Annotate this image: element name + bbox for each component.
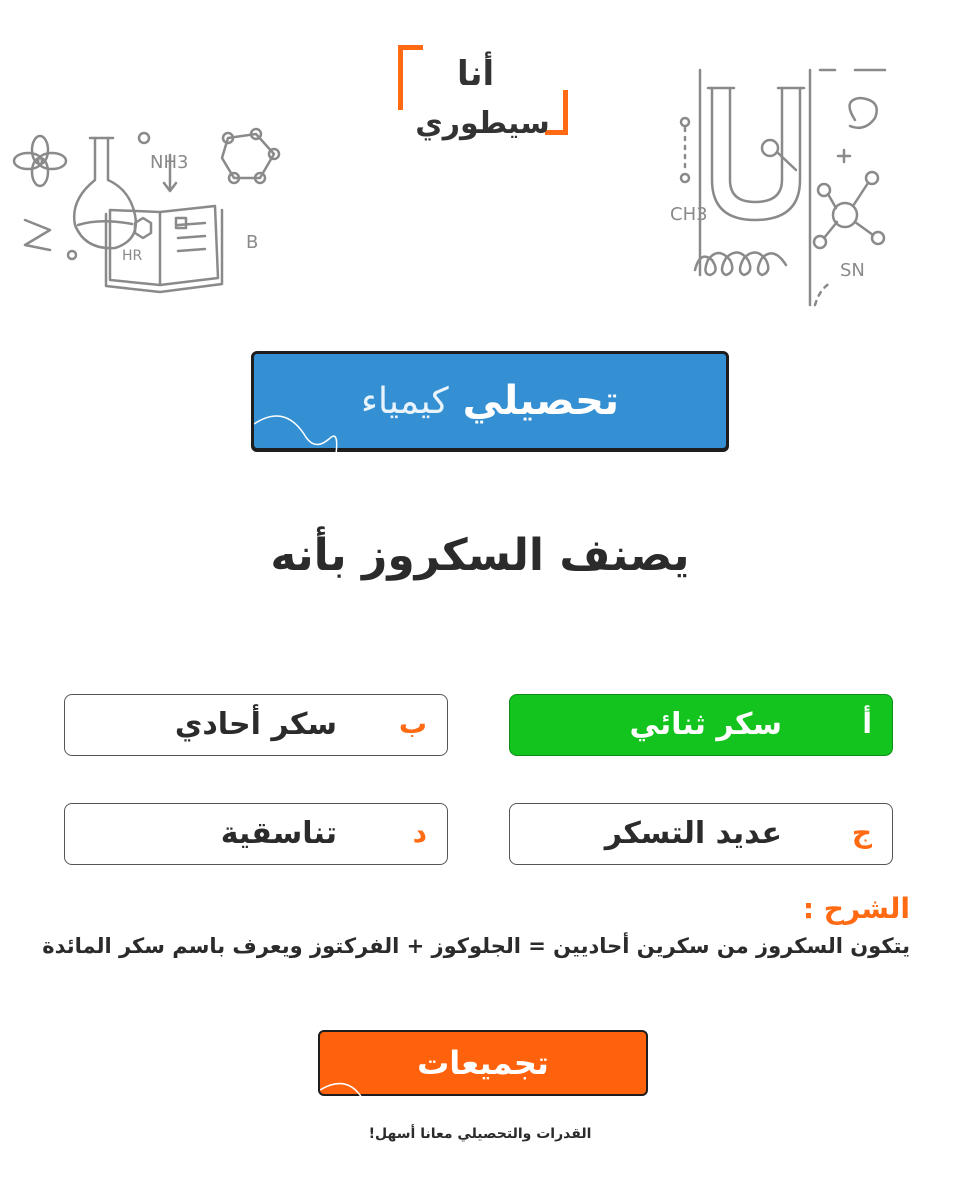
chemistry-doodle-left-icon — [10, 120, 290, 300]
question-text: يصنف السكروز بأنه — [270, 530, 690, 581]
explanation-text: يتكون السكروز من سكرين أحاديين = الجلوكوز + الفركتوز ويعرف باسم سكر المائدة — [42, 934, 910, 958]
option-letter: ج — [851, 816, 872, 849]
decorative-curl-icon — [254, 394, 344, 454]
sn-label: SN — [840, 260, 865, 281]
option-text: عديد التسكر — [604, 816, 782, 851]
logo-bracket-left — [398, 45, 423, 110]
option-d[interactable] — [64, 803, 448, 865]
option-letter: ب — [398, 707, 427, 740]
chemistry-doodle-right-icon — [660, 60, 900, 310]
logo-mark: أنا — [457, 54, 495, 94]
explanation-title: الشرح : — [802, 892, 910, 925]
option-letter: أ — [862, 707, 872, 740]
footer-tagline: القدرات والتحصيلي معانا أسهل! — [368, 1126, 592, 1142]
nh3-label: NH3 — [150, 152, 189, 173]
banner-title-bold: تحصيلي — [462, 378, 619, 424]
option-text: تناسقية — [220, 816, 337, 851]
ch3-label: CH3 — [670, 204, 708, 225]
b-label: B — [246, 232, 259, 253]
option-letter: د — [412, 816, 427, 849]
decorative-curl-icon — [320, 1070, 380, 1110]
logo-name: سيطوري — [415, 106, 550, 141]
collections-button[interactable] — [318, 1030, 648, 1096]
hr-label: HR — [122, 248, 143, 264]
option-text: سكر أحادي — [174, 707, 337, 742]
option-b[interactable] — [64, 694, 448, 756]
brand-logo — [395, 40, 570, 150]
option-a[interactable] — [509, 694, 893, 756]
banner-title-light: كيمياء — [361, 380, 449, 422]
option-c[interactable] — [509, 803, 893, 865]
option-text: سكر ثنائي — [629, 707, 782, 742]
subject-banner — [251, 351, 729, 451]
collections-button-label: تجميعات — [417, 1044, 549, 1082]
